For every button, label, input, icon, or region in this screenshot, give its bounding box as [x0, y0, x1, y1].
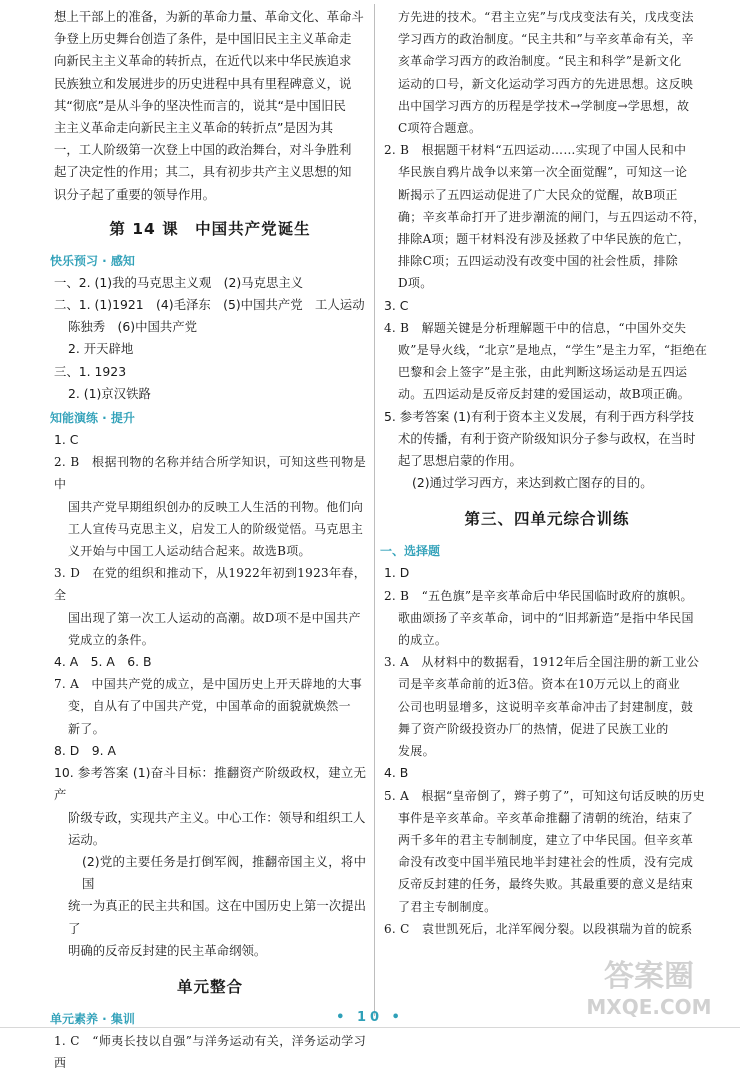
answer-line: 6. C 袁世凯死后，北洋军阀分裂。以段祺瑞为首的皖系 — [384, 921, 693, 936]
answer-line: D项。 — [398, 276, 433, 291]
answer-line: 断揭示了五四运动促进了广大民众的觉醒，故B项正 — [398, 187, 678, 202]
answer-line: 2. 开天辟地 — [68, 341, 134, 357]
text-line: 民族独立和发展进步的历史进程中具有里程碑意义，说 — [54, 75, 352, 91]
answer-line: 事件是辛亥革命。辛亥革命推翻了清朝的统治，结束了 — [398, 810, 694, 825]
answer-line: 的成立。 — [398, 633, 448, 648]
answer-line: 公司也明显增多，这说明辛亥革命冲击了封建制度，鼓 — [398, 699, 694, 714]
answer-line: 司是辛亥革命前的近3倍。资本在10万元以上的商业 — [398, 677, 681, 692]
lesson-title: 第 14 课 中国共产党诞生 — [109, 219, 311, 238]
answer-line: 三、1. 1923 — [54, 363, 127, 379]
text-line: 其“彻底”是从斗争的坚决性而言的，说其“是中国旧民 — [54, 97, 346, 113]
answer-continued — [384, 6, 710, 139]
answer-line: 国出现了第一次工人运动的高潮。故D项不是中国共产 — [68, 610, 361, 625]
answer-5 — [384, 406, 710, 495]
answer-10 — [54, 762, 366, 962]
answer-2 — [54, 451, 366, 562]
answer-line: 4. B 解题关键是分析理解题干中的信息，“中国外交失 — [384, 320, 687, 335]
answer-line: 排除C项；五四运动没有改变中国的社会性质，排除 — [398, 254, 679, 269]
answer-line: 义开始与中国工人运动结合起来。故选B项。 — [68, 544, 311, 559]
answer-3 — [384, 651, 710, 762]
answer-line: 8. D 9. A — [54, 742, 116, 758]
section-heading-preview: 快乐预习 · 感知 — [50, 253, 135, 268]
answer-line: 2. B 根据题干材料“五四运动……实现了中国人民和中 — [384, 143, 687, 158]
answer-line: 7. A 中国共产党的成立，是中国历史上开天辟地的大事 — [54, 677, 363, 692]
answer-line: 2. B “五色旗”是辛亥革命后中华民国临时政府的旗帜。 — [384, 588, 693, 603]
answer-line: 二、1. (1)1921 (4)毛泽东 (5)中国共产党 工人运动 — [54, 297, 365, 313]
left-column — [50, 6, 366, 1074]
answer-line: 变，自从有了中国共产党，中国革命的面貌就焕然一 — [68, 699, 351, 714]
column-divider — [374, 4, 375, 1016]
answer-line: 了君主专制制度。 — [398, 899, 497, 914]
answer-line: 1. C “师夷长技以自强”与洋务运动有关，洋务运动学习西 — [54, 1033, 366, 1071]
watermark-url: MXQE.COM — [586, 995, 712, 1019]
answer-line: 明确的反帝反封建的民主革命纲领。 — [68, 942, 267, 958]
answer-line: (2)党的主要任务是打倒军阀，推翻帝国主义，将中国 — [82, 853, 366, 892]
unit-title: 单元整合 — [176, 977, 243, 996]
watermark-title: 答案圈 — [604, 959, 694, 994]
watermark-logo — [574, 948, 724, 1026]
answer-line: 4. B — [384, 765, 409, 781]
section-heading-practice: 知能演练 · 提升 — [50, 411, 135, 426]
answer-line: 确；辛亥革命打开了进步潮流的闸门，与五四运动不符， — [398, 209, 706, 224]
answer-2 — [384, 139, 710, 294]
answer-7 — [54, 673, 366, 740]
answer-line: 反帝反封建的任务，最终失败。其最重要的意义是结束 — [398, 877, 694, 892]
answer-line: 运动。 — [68, 831, 106, 847]
answer-line: 华民族自鸦片战争以来第一次全面觉醒”，可知这一论 — [398, 165, 688, 180]
answer-line: 3. C — [384, 297, 409, 313]
text-line: 想上干部上的准备，为新的革命力量、革命文化、革命斗 — [54, 9, 364, 24]
answer-line: 舞了资产阶级投资办厂的热情，促进了民族工业的 — [398, 721, 669, 736]
answer-line: 党成立的条件。 — [68, 632, 155, 647]
answer-line: 运动的口号，新文化运动学习西方的先进思想。这反映 — [398, 76, 694, 91]
answer-line: 发展。 — [398, 744, 435, 759]
text-line: 一，工人阶级第一次登上中国的政治舞台，对斗争胜利 — [54, 142, 352, 158]
answer-line: 国共产党早期组织创办的反映工人生活的刊物。他们向 — [68, 499, 364, 514]
answer-4 — [384, 317, 710, 406]
answer-line: 1. D — [384, 565, 410, 581]
answer-line: 阶级专政，实现共产主义。中心工作：领导和组织工人 — [68, 809, 366, 825]
answer-line: 巴黎和会上签字”是主张，由此判断这场运动是五四运 — [398, 365, 688, 380]
answer-5 — [384, 785, 710, 918]
answer-line: 5. 参考答案 (1)有利于资本主义发展，有利于西方科学技 — [384, 408, 694, 424]
text-line: 向新民主主义革命的转折点，在近代以来中华民族追求 — [54, 53, 352, 69]
answer-line: 排除A项；题干材料没有涉及拯救了中华民族的危亡， — [398, 232, 690, 247]
answer-line: 起了思想启蒙的作用。 — [398, 453, 522, 469]
text-line: 争登上历史舞台创造了条件，是中国旧民主主义革命走 — [54, 31, 352, 47]
answer-3 — [54, 562, 366, 651]
answer-line: 陈独秀 (6)中国共产党 — [68, 319, 198, 335]
answer-line: 出中国学习西方的历程是学技术→学制度→学思想，故 — [398, 98, 690, 113]
unit-title: 第三、四单元综合训练 — [464, 510, 630, 529]
answer-line: 5. A 根据“皇帝倒了，辫子剪了”，可知这句话反映的历史 — [384, 788, 705, 803]
answer-line: 败”是导火线，“北京”是地点，“学生”是主力军，“拒绝在 — [398, 343, 708, 358]
section-heading-choice: 一、选择题 — [380, 544, 441, 559]
answer-line: 歌曲颂扬了辛亥革命，词中的“旧邦新造”是指中华民国 — [398, 610, 694, 625]
answer-line: 3. D 在党的组织和推动下，从1922年初到1923年春，全 — [54, 566, 366, 603]
intro-paragraph — [54, 6, 366, 206]
text-line: 起了决定性的作用；其二，具有初步共产主义思想的知 — [54, 164, 352, 180]
right-column — [380, 6, 710, 940]
text-line: 主主义革命走向新民主主义革命的转折点”是因为其 — [54, 120, 334, 136]
answer-2 — [384, 585, 710, 652]
answer-line: 方先进的技术。“君主立宪”与戊戌变法有关，戊戌变法 — [398, 10, 694, 24]
footer-rule — [0, 1027, 740, 1028]
answer-line: 10. 参考答案 (1)奋斗目标：推翻资产阶级政权，建立无产 — [54, 765, 366, 803]
answer-line: 学习西方的政治制度。“民主共和”与辛亥革命有关，辛 — [398, 32, 694, 47]
answer-line: (2)通过学习西方，来达到救亡图存的目的。 — [412, 475, 653, 491]
answer-line: 4. A 5. A 6. B — [54, 654, 152, 670]
answer-line: 3. A 从材料中的数据看，1912年后全国注册的新工业公 — [384, 655, 700, 670]
answer-line: 2. (1)京汉铁路 — [68, 385, 151, 401]
answer-line: 工人宣传马克思主义，启发工人的阶级觉悟。马克思主 — [68, 521, 364, 536]
answer-line: 一、2. (1)我的马克思主义观 (2)马克思主义 — [54, 274, 304, 290]
text-line: 识分子起了重要的领导作用。 — [54, 186, 216, 202]
answer-line: C项符合题意。 — [398, 121, 482, 136]
page-number: • 10 • — [336, 1010, 404, 1025]
answer-line: 亥革命学习西方的政治制度。“民主和科学”是新文化 — [398, 54, 682, 69]
answer-line: 命没有改变中国半殖民地半封建社会的性质，没有完成 — [398, 855, 694, 870]
answer-line: 1. C — [54, 432, 79, 448]
section-heading-unit: 单元素养 · 集训 — [50, 1011, 135, 1026]
answer-line: 动。五四运动是反帝反封建的爱国运动，故B项正确。 — [398, 387, 691, 402]
answer-line: 术的传播，有利于资产阶级知识分子参与政权，在当时 — [398, 430, 696, 446]
answer-line: 2. B 根据刊物的名称并结合所学知识，可知这些刊物是中 — [54, 455, 366, 492]
answer-line: 两千多年的君主专制制度，建立了中华民国。但辛亥革 — [398, 832, 694, 847]
answer-line: 新了。 — [68, 721, 105, 736]
answer-line: 统一为真正的民主共和国。这在中国历史上第一次提出了 — [68, 898, 366, 936]
